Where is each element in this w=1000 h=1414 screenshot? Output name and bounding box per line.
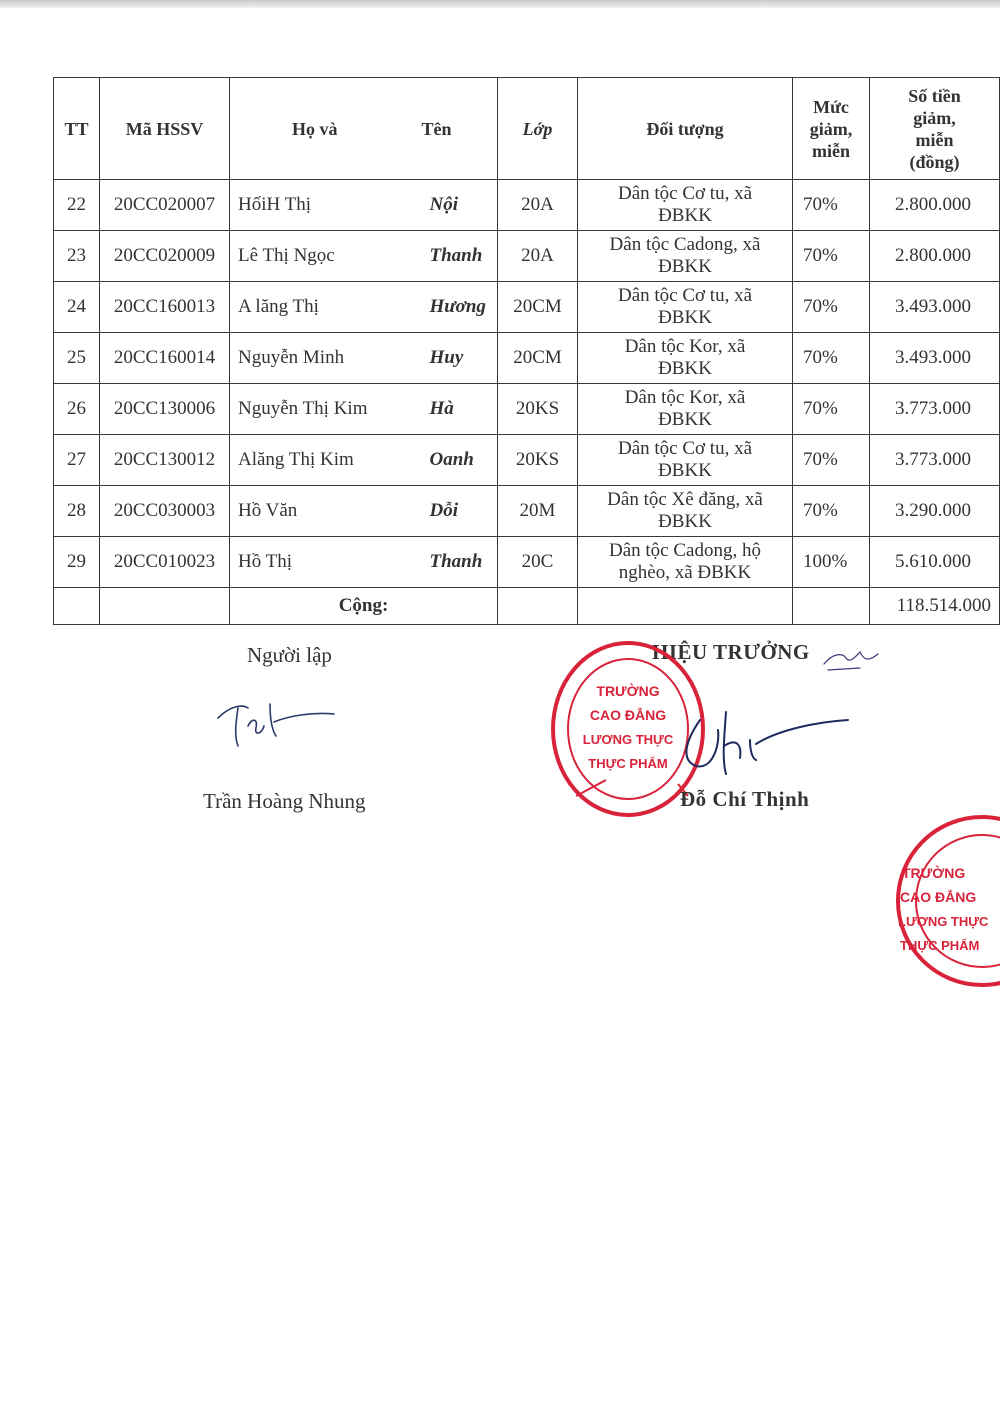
cell-muc: 70% bbox=[793, 282, 870, 333]
svg-text:LƯƠNG THỰC: LƯƠNG THỰC bbox=[898, 914, 989, 929]
total-amount: 118.514.000 bbox=[870, 588, 1000, 625]
principal-initial-icon bbox=[820, 640, 882, 674]
header-tien-line: miễn bbox=[915, 129, 954, 150]
cell-ma: 20CC010023 bbox=[100, 537, 230, 588]
cell-doi-tuong bbox=[578, 231, 793, 282]
header-doi-tuong: Đối tượng bbox=[578, 78, 793, 180]
discount-table bbox=[53, 77, 1000, 625]
seal-line: CAO ĐẲNG bbox=[589, 707, 667, 723]
doi-tuong-line: ĐBKK bbox=[658, 409, 712, 430]
doi-tuong-line: Dân tộc Kor, xã bbox=[624, 387, 746, 408]
doi-tuong-line: Dân tộc Kor, xã bbox=[624, 336, 746, 357]
table-row bbox=[54, 537, 1000, 588]
cell-lop: 20CM bbox=[498, 282, 578, 333]
table-header-row bbox=[54, 78, 1000, 180]
cell-ho: A lăng Thị bbox=[230, 282, 410, 333]
doi-tuong-line: Dân tộc Cơ tu, xã bbox=[617, 285, 753, 306]
header-ma-hssv: Mã HSSV bbox=[100, 78, 230, 180]
cell-tt: 26 bbox=[54, 384, 100, 435]
cell-tt: 23 bbox=[54, 231, 100, 282]
header-ho-va: Họ và bbox=[230, 78, 410, 180]
cell-ma: 20CC160013 bbox=[100, 282, 230, 333]
cell-ma: 20CC030003 bbox=[100, 486, 230, 537]
doi-tuong-line: ĐBKK bbox=[658, 256, 712, 277]
seal-line: LƯƠNG THỰC bbox=[582, 732, 674, 747]
cell-tien: 5.610.000 bbox=[870, 537, 1000, 588]
header-muc-line: giảm, bbox=[809, 118, 853, 139]
doi-tuong-line: ĐBKK bbox=[658, 460, 712, 481]
cell-ho: Nguyễn Minh bbox=[230, 333, 410, 384]
doi-tuong-line: Dân tộc Cadong, xã bbox=[609, 234, 761, 255]
cell-tt: 29 bbox=[54, 537, 100, 588]
cell-doi-tuong bbox=[578, 282, 793, 333]
cell-doi-tuong bbox=[578, 486, 793, 537]
cell-lop: 20A bbox=[498, 180, 578, 231]
seal-line: THỰC PHẨM bbox=[588, 756, 668, 771]
header-lop: Lớp bbox=[498, 78, 578, 180]
svg-text:CAO ĐẲNG: CAO ĐẲNG bbox=[900, 889, 977, 905]
cell-empty bbox=[100, 588, 230, 625]
cell-ma: 20CC020009 bbox=[100, 231, 230, 282]
cell-lop: 20CM bbox=[498, 333, 578, 384]
table-row bbox=[54, 282, 1000, 333]
table-row bbox=[54, 435, 1000, 486]
cell-lop: 20KS bbox=[498, 384, 578, 435]
cell-muc: 70% bbox=[793, 486, 870, 537]
cell-ma: 20CC020007 bbox=[100, 180, 230, 231]
cell-ho: Hồ Văn bbox=[230, 486, 410, 537]
cell-ten: Thanh bbox=[410, 537, 498, 588]
header-ten: Tên bbox=[410, 78, 498, 180]
cell-empty bbox=[498, 588, 578, 625]
cell-ten: Hà bbox=[410, 384, 498, 435]
cell-ten: Huy bbox=[410, 333, 498, 384]
cell-empty bbox=[793, 588, 870, 625]
scan-top-edge bbox=[0, 0, 1000, 8]
cell-doi-tuong bbox=[578, 333, 793, 384]
total-row bbox=[54, 588, 1000, 625]
cell-tien: 3.493.000 bbox=[870, 282, 1000, 333]
seal-line: TRƯỜNG bbox=[596, 683, 660, 699]
table-row bbox=[54, 333, 1000, 384]
header-muc-line: Mức bbox=[813, 96, 849, 117]
cell-ho: HốiH Thị bbox=[230, 180, 410, 231]
cell-tt: 27 bbox=[54, 435, 100, 486]
cell-ma: 20CC130006 bbox=[100, 384, 230, 435]
doi-tuong-line: ĐBKK bbox=[658, 511, 712, 532]
header-tien-line: giảm, bbox=[913, 107, 956, 128]
table-row bbox=[54, 180, 1000, 231]
preparer-signature-icon bbox=[212, 696, 342, 756]
doi-tuong-line: ĐBKK bbox=[658, 358, 712, 379]
cell-muc: 70% bbox=[793, 384, 870, 435]
cell-muc: 100% bbox=[793, 537, 870, 588]
cell-muc: 70% bbox=[793, 435, 870, 486]
header-muc-line: miễn bbox=[812, 140, 850, 161]
cell-muc: 70% bbox=[793, 333, 870, 384]
doi-tuong-line: Dân tộc Cơ tu, xã bbox=[617, 183, 753, 204]
cell-lop: 20C bbox=[498, 537, 578, 588]
cell-doi-tuong bbox=[578, 435, 793, 486]
total-label: Cộng: bbox=[230, 588, 498, 625]
principal-signature-icon bbox=[666, 700, 856, 790]
cell-ma: 20CC130012 bbox=[100, 435, 230, 486]
header-tien-line: Số tiền bbox=[908, 85, 961, 106]
cell-ho: Nguyễn Thị Kim bbox=[230, 384, 410, 435]
principal-name: Đỗ Chí Thịnh bbox=[680, 787, 810, 811]
doi-tuong-line: nghèo, xã ĐBKK bbox=[618, 562, 752, 583]
cell-tt: 25 bbox=[54, 333, 100, 384]
doi-tuong-line: Dân tộc Xê đăng, xã bbox=[607, 489, 763, 510]
cell-lop: 20A bbox=[498, 231, 578, 282]
doi-tuong-line: ĐBKK bbox=[658, 205, 712, 226]
svg-text:THỰC PHẨM: THỰC PHẨM bbox=[900, 938, 980, 953]
cell-lop: 20M bbox=[498, 486, 578, 537]
cell-doi-tuong bbox=[578, 180, 793, 231]
cell-tien: 3.773.000 bbox=[870, 384, 1000, 435]
cell-ho: Lê Thị Ngọc bbox=[230, 231, 410, 282]
cell-empty bbox=[578, 588, 793, 625]
preparer-name: Trần Hoàng Nhung bbox=[203, 789, 366, 813]
header-tt: TT bbox=[54, 78, 100, 180]
principal-title: HIỆU TRƯỞNG bbox=[652, 640, 810, 664]
cell-ten: Dỗi bbox=[410, 486, 498, 537]
cell-tien: 3.773.000 bbox=[870, 435, 1000, 486]
cell-empty bbox=[54, 588, 100, 625]
cell-tien: 3.493.000 bbox=[870, 333, 1000, 384]
cell-ho: Hồ Thị bbox=[230, 537, 410, 588]
table-row bbox=[54, 384, 1000, 435]
cell-ten: Thanh bbox=[410, 231, 498, 282]
cell-tt: 24 bbox=[54, 282, 100, 333]
cell-doi-tuong bbox=[578, 537, 793, 588]
header-muc-giam bbox=[793, 78, 870, 180]
cell-tien: 2.800.000 bbox=[870, 231, 1000, 282]
table-row bbox=[54, 231, 1000, 282]
doi-tuong-line: ĐBKK bbox=[658, 307, 712, 328]
doi-tuong-line: Dân tộc Cơ tu, xã bbox=[617, 438, 753, 459]
cell-ma: 20CC160014 bbox=[100, 333, 230, 384]
cell-tien: 2.800.000 bbox=[870, 180, 1000, 231]
cell-lop: 20KS bbox=[498, 435, 578, 486]
header-so-tien bbox=[870, 78, 1000, 180]
table-row bbox=[54, 486, 1000, 537]
cell-tt: 28 bbox=[54, 486, 100, 537]
cell-doi-tuong bbox=[578, 384, 793, 435]
cell-ten: Nội bbox=[410, 180, 498, 231]
cell-ten: Hương bbox=[410, 282, 498, 333]
svg-text:TRƯỜNG: TRƯỜNG bbox=[902, 865, 966, 881]
doi-tuong-line: Dân tộc Cadong, hộ bbox=[609, 540, 761, 561]
cell-muc: 70% bbox=[793, 180, 870, 231]
cell-tien: 3.290.000 bbox=[870, 486, 1000, 537]
cell-tt: 22 bbox=[54, 180, 100, 231]
partial-seal-icon bbox=[888, 812, 1000, 990]
cell-ten: Oanh bbox=[410, 435, 498, 486]
cell-ho: Alăng Thị Kim bbox=[230, 435, 410, 486]
cell-muc: 70% bbox=[793, 231, 870, 282]
header-tien-line: (đồng) bbox=[909, 151, 960, 172]
preparer-title: Người lập bbox=[247, 643, 332, 667]
